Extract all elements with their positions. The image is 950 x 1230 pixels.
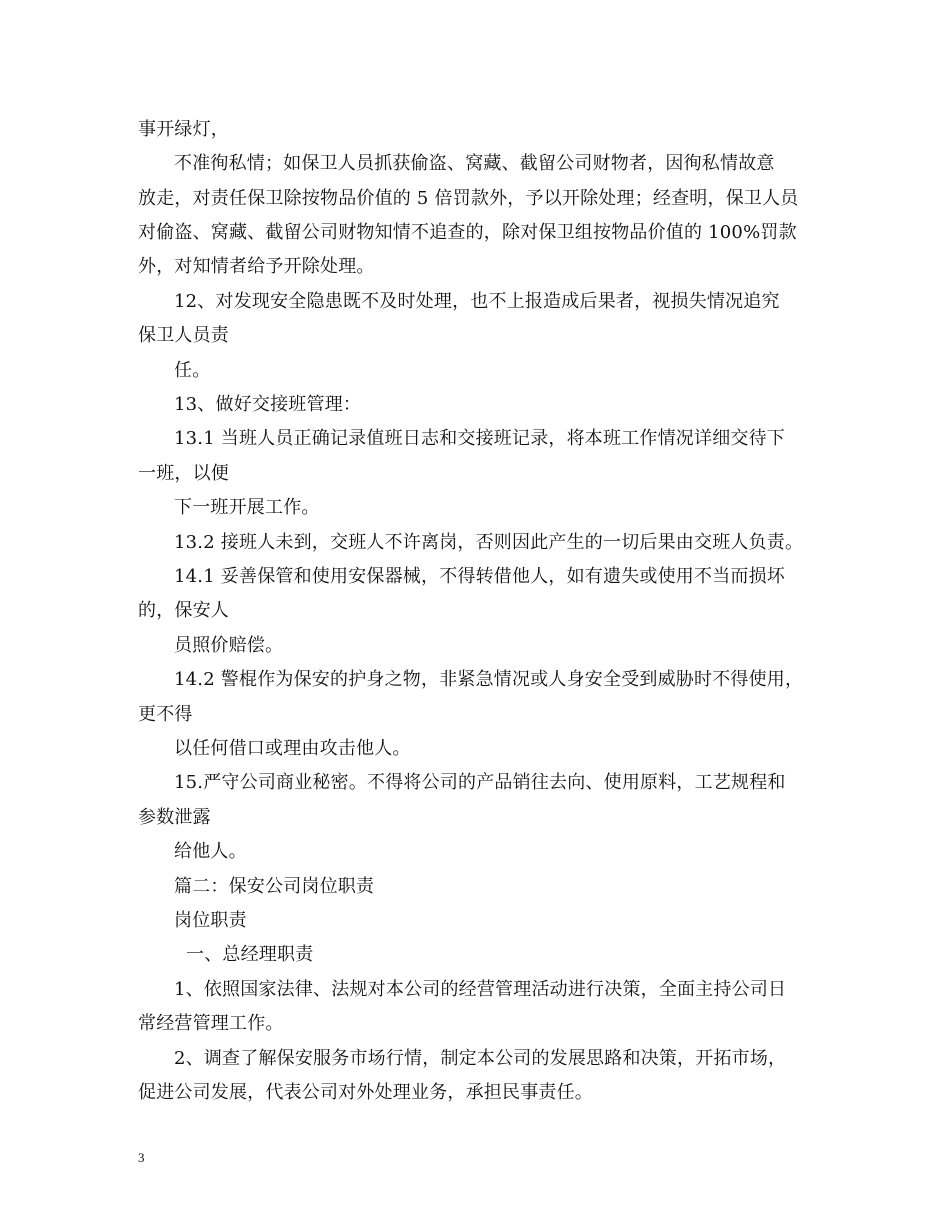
text-line: 12、对发现安全隐患既不及时处理，也不上报造成后果者，视损失情况追究 [174, 291, 780, 312]
text-line: 给他人。 [174, 841, 247, 862]
text-line: 任。 [174, 360, 211, 381]
text-line: 外，对知情者给予开除处理。 [138, 256, 375, 277]
text-line: 常经营管理工作。 [138, 1013, 284, 1034]
text-line: 下一班开展工作。 [174, 497, 320, 518]
text-line: 14.2 警棍作为保安的护身之物，非紧急情况或人身安全受到威胁时不得使用， [174, 669, 804, 690]
text-line: 事开绿灯， [138, 119, 229, 140]
text-line: 更不得 [138, 704, 193, 725]
text-line: 员照价赔偿。 [174, 635, 284, 656]
text-line: 的，保安人 [138, 600, 229, 621]
section-subheading: 岗位职责 [174, 910, 247, 931]
text-line: 促进公司发展，代表公司对外处理业务，承担民事责任。 [138, 1082, 593, 1103]
text-line: 一班，以便 [138, 463, 229, 484]
text-line: 保卫人员责 [138, 325, 229, 346]
text-line: 对偷盗、窝藏、截留公司财物知情不追查的，除对保卫组按物品价值的 100%罚款 [138, 222, 797, 243]
text-line: 13、做好交接班管理： [174, 394, 362, 415]
text-line: 不准徇私情；如保卫人员抓获偷盗、窝藏、截留公司财物者，因徇私情故意 [174, 153, 775, 174]
text-line: 15.严守公司商业秘密。不得将公司的产品销往去向、使用原料，工艺规程和 [174, 772, 786, 793]
text-line: 13.1 当班人员正确记录值班日志和交接班记录，将本班工作情况详细交待下 [174, 428, 785, 449]
section-subheading: 一、总经理职责 [186, 944, 314, 965]
text-line: 以任何借口或理由攻击他人。 [174, 738, 411, 759]
text-line: 1、依照国家法律、法规对本公司的经营管理活动进行决策，全面主持公司日 [174, 979, 787, 1000]
text-line: 参数泄露 [138, 807, 211, 828]
text-line: 13.2 接班人未到，交班人不许离岗，否则因此产生的一切后果由交班人负责。 [174, 532, 804, 553]
text-line: 放走，对责任保卫除按物品价值的 5 倍罚款外，予以开除处理；经查明，保卫人员 [138, 188, 799, 209]
text-line: 14.1 妥善保管和使用安保器械，不得转借他人，如有遗失或使用不当而损坏 [174, 566, 785, 587]
page-number: 3 [138, 1150, 145, 1165]
section-heading: 篇二：保安公司岗位职责 [174, 876, 375, 897]
text-line: 2、调查了解保安服务市场行情，制定本公司的发展思路和决策，开拓市场， [174, 1048, 787, 1069]
